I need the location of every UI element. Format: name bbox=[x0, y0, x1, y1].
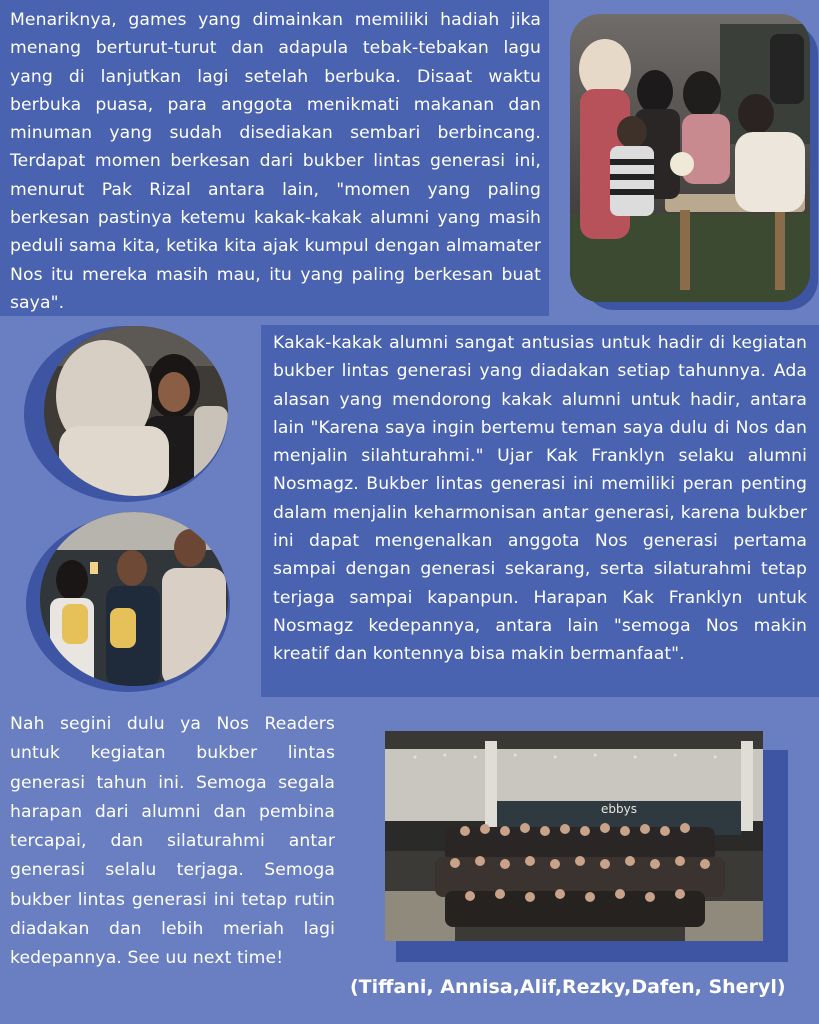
paragraph-alumni: Kakak-kakak alumni sangat antusias untuk hadir di kegiatan bukber lintas generasi yang diadakan setiap tahunnya. Ada alasan yang mendorong kakak alumni untuk hadir, antara lain "Karena saya ingin bertemu teman saya dulu di Nos dan menjalin silahturahmi." Ujar Kak Franklyn selaku alumni Nosmagz. Bukber lintas generasi ini memiliki peran penting dalam menjalin keharmonisan antar generasi, karena bukber ini dapat mengenalkan anggota Nos generasi pertama sampai dengan generasi sekarang, serta silaturahmi tetap terjaga sampai kapanpun. Harapan Kak Franklyn untuk Nosmagz kedepannya, antara lain "semoga Nos makin kreatif dan kontennya bisa makin bermanfaat". bbox=[273, 333, 807, 665]
photo-girls-circle bbox=[44, 326, 228, 496]
photo-group-eating bbox=[570, 14, 810, 302]
paragraph-closing: Nah segini dulu ya Nos Readers untuk kegiatan bukber lintas generasi tahun ini. Semoga segala harapan dari alumni dan pembina tercapai, dan silaturahmi antar generasi selalu terjaga. Semoga bukber lintas generasi ini tetap rutin diadakan dan lebih meriah lagi kedepannya. See uu next time! bbox=[10, 714, 335, 969]
author-credit: (Tiffani, Annisa,Alif,Rezky,Dafen, Sheryl) bbox=[350, 976, 786, 998]
ebbys-sign: ebbys bbox=[601, 802, 637, 816]
paragraph-games: Menariknya, games yang dimainkan memiliki hadiah jika menang berturut-turut dan adapula tebak-tebakan lagu yang di lanjutkan lagi setelah berbuka. Disaat waktu berbuka puasa, para anggota menikmati makanan dan minuman yang sudah disediakan sembari berbincang. Terdapat momen berkesan dari bukber lintas generasi ini, menurut Pak Rizal antara lain, "momen yang paling berkesan pastinya ketemu kakak-kakak alumni yang masih peduli sama kita, ketika kita ajak kumpul dengan almamater Nos itu mereka masih mau, itu yang paling berkesan buat saya". bbox=[10, 10, 541, 313]
photo-three-students bbox=[40, 512, 228, 686]
photo-group-ebbys bbox=[385, 731, 763, 941]
